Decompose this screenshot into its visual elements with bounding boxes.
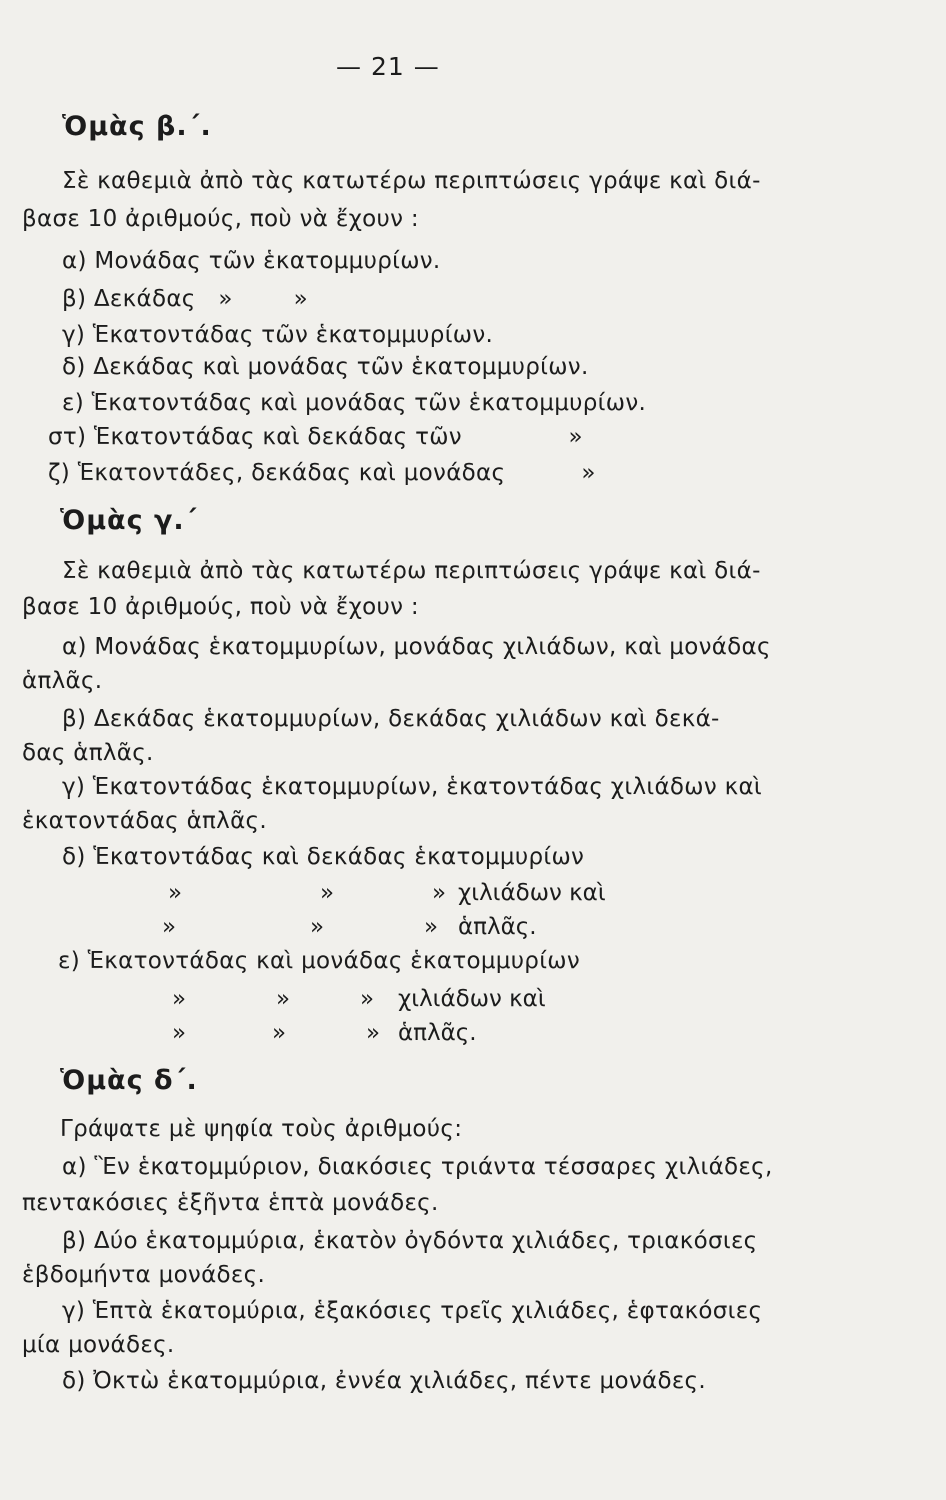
section-delta-item: β) Δύο ἑκατομμύρια, ἑκατὸν ὀγδόντα χιλιάδες, τριακόσιες <box>62 1228 758 1254</box>
section-gamma-intro-line: βασε 10 ἀριθμούς, ποὺ νὰ ἔχουν : <box>22 594 419 620</box>
section-gamma-item: ἁπλᾶς. <box>22 668 103 694</box>
section-gamma-item: β) Δεκάδας ἑκατομμυρίων, δεκάδας χιλιάδων καὶ δεκά- <box>62 706 720 732</box>
ditto-mark: » <box>168 880 183 906</box>
section-delta-item: ἑβδομήντα μονάδες. <box>22 1262 266 1288</box>
ditto-mark: » <box>172 1020 187 1046</box>
ditto-mark: » <box>424 914 439 940</box>
section-delta-item: γ) Ἑπτὰ ἑκατομύρια, ἑξακόσιες τρεῖς χιλιάδες, ἑφτακόσιες <box>62 1298 763 1324</box>
section-beta-item: ε) Ἑκατοντάδας καὶ μονάδας τῶν ἑκατομμυρίων. <box>62 390 647 416</box>
section-beta-item: β) Δεκάδας » » <box>62 286 309 312</box>
section-beta-item: α) Μονάδας τῶν ἑκατομμυρίων. <box>62 248 441 274</box>
section-gamma-item: α) Μονάδας ἑκατομμυρίων, μονάδας χιλιάδων, καὶ μονάδας <box>62 634 771 660</box>
section-beta-intro-line: βασε 10 ἀριθμούς, ποὺ νὰ ἔχουν : <box>22 206 419 232</box>
section-gamma-item: γ) Ἑκατοντάδας ἑκατομμυρίων, ἑκατοντάδας χιλιάδων καὶ <box>62 774 763 800</box>
section-delta-item: μία μονάδες. <box>22 1332 175 1358</box>
ditto-text: ἁπλᾶς. <box>458 914 537 940</box>
ditto-mark: » <box>432 880 447 906</box>
section-beta-intro-line: Σὲ καθεμιὰ ἀπὸ τὰς κατωτέρω περιπτώσεις γράψε καὶ διά- <box>62 168 761 194</box>
ditto-mark: » <box>272 1020 287 1046</box>
section-gamma-item: δας ἁπλᾶς. <box>22 740 154 766</box>
section-beta-item: στ) Ἑκατοντάδας καὶ δεκάδας τῶν » <box>48 424 583 450</box>
ditto-mark: » <box>310 914 325 940</box>
section-beta-item: γ) Ἑκατοντάδας τῶν ἑκατομμυρίων. <box>62 322 494 348</box>
section-gamma-item: ἑκατοντάδας ἁπλᾶς. <box>22 808 267 834</box>
ditto-mark: » <box>172 986 187 1012</box>
section-delta-item: πεντακόσιες ἑξῆντα ἑπτὰ μονάδες. <box>22 1190 439 1216</box>
ditto-mark: » <box>320 880 335 906</box>
section-heading-gamma: Ὁμὰς γ.΄ <box>60 505 198 536</box>
section-beta-item: ζ) Ἑκατοντάδες, δεκάδας καὶ μονάδας » <box>48 460 596 486</box>
ditto-mark: » <box>360 986 375 1012</box>
section-gamma-intro-line: Σὲ καθεμιὰ ἀπὸ τὰς κατωτέρω περιπτώσεις γράψε καὶ διά- <box>62 558 761 584</box>
section-gamma-item: ε) Ἑκατοντάδας καὶ μονάδας ἑκατομμυρίων <box>58 948 581 974</box>
section-delta-intro-line: Γράψατε μὲ ψηφία τοὺς ἀριθμούς: <box>60 1116 463 1142</box>
ditto-mark: » <box>162 914 177 940</box>
section-heading-delta: Ὁμὰς δ΄. <box>60 1065 198 1096</box>
ditto-text: χιλιάδων καὶ <box>398 986 546 1012</box>
section-beta-item: δ) Δεκάδας καὶ μονάδας τῶν ἑκατομμυρίων. <box>62 354 589 380</box>
section-heading-beta: Ὁμὰς β.΄. <box>62 111 212 142</box>
ditto-mark: » <box>276 986 291 1012</box>
ditto-mark: » <box>366 1020 381 1046</box>
section-gamma-item: δ) Ἑκατοντάδας καὶ δεκάδας ἑκατομμυρίων <box>62 844 585 870</box>
section-delta-item: α) Ἓν ἑκατομμύριον, διακόσιες τριάντα τέσσαρες χιλιάδες, <box>62 1154 773 1180</box>
ditto-text: χιλιάδων καὶ <box>458 880 606 906</box>
ditto-text: ἁπλᾶς. <box>398 1020 477 1046</box>
section-delta-item: δ) Ὀκτὼ ἑκατομμύρια, ἐννέα χιλιάδες, πέντε μονάδες. <box>62 1368 706 1394</box>
page-number: — 21 — <box>336 52 440 81</box>
